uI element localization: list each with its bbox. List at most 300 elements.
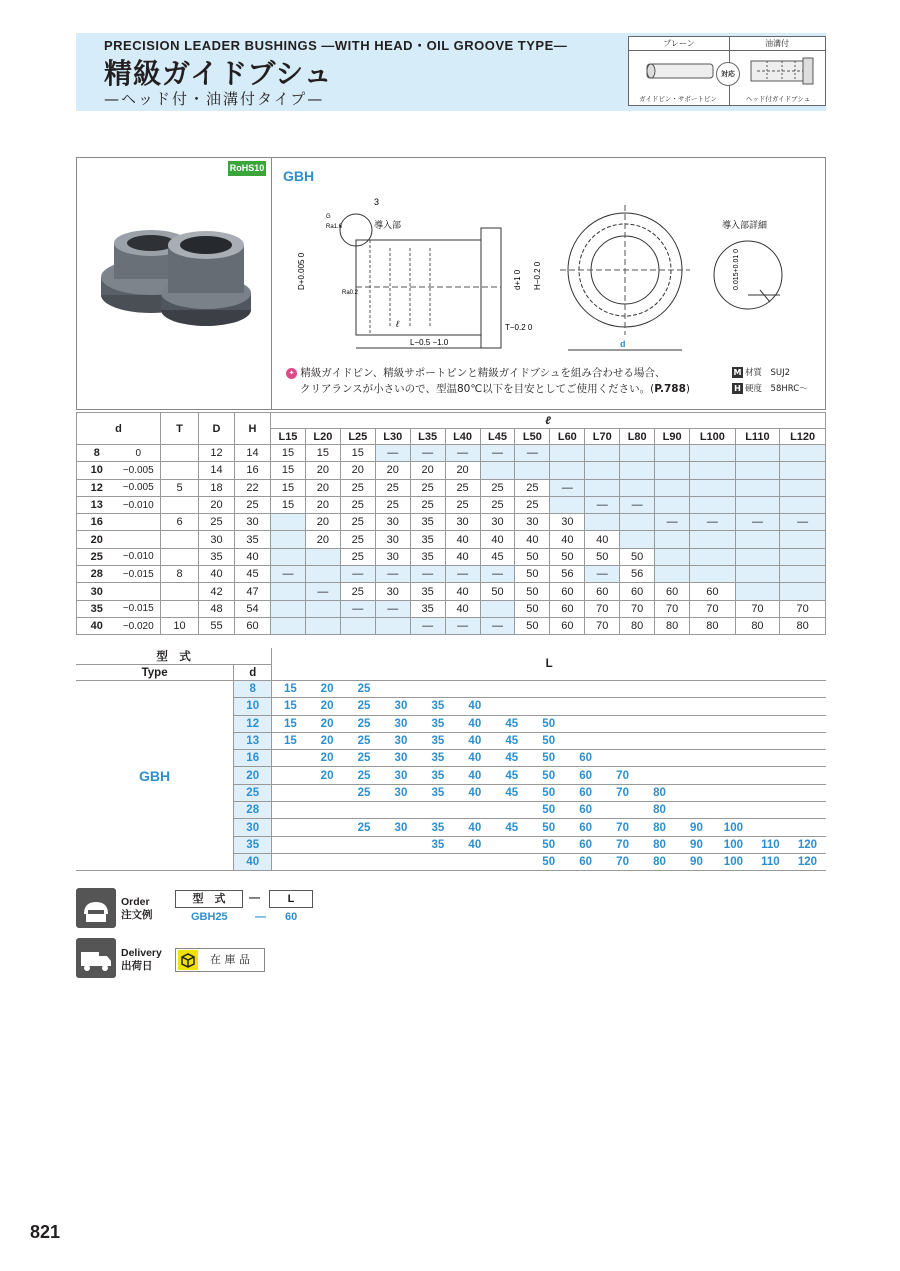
cell-value xyxy=(690,462,736,479)
cell-value xyxy=(735,462,780,479)
cell-value xyxy=(550,445,585,462)
cell-L xyxy=(272,819,309,836)
cell-L xyxy=(752,698,789,715)
cell-value: 25 xyxy=(375,479,410,496)
cell-L: 120 xyxy=(789,853,826,870)
cell-L xyxy=(419,681,456,698)
cell-L: 20 xyxy=(309,767,346,784)
order-type-header: 型 式 xyxy=(175,890,243,908)
cell-L xyxy=(272,750,309,767)
cell-L: 60 xyxy=(567,784,604,801)
cell-L xyxy=(715,732,752,749)
cell-value xyxy=(690,479,736,496)
cell-L: 30 xyxy=(382,732,419,749)
box-icon xyxy=(178,950,198,970)
cell-value xyxy=(780,548,826,565)
cell-L: 80 xyxy=(641,836,678,853)
col-l45: L45 xyxy=(480,429,515,445)
delivery-label: Delivery 出荷日 xyxy=(121,947,162,972)
cell-value: 15 xyxy=(271,496,306,513)
cell-value: 30 xyxy=(375,583,410,600)
cell-value: — xyxy=(445,566,480,583)
H-label: H−0.2 0 xyxy=(533,261,542,290)
cell-d: 30 xyxy=(234,819,272,836)
cell-value: — xyxy=(585,496,620,513)
cell-L: 90 xyxy=(678,853,715,870)
cell-L xyxy=(715,784,752,801)
cell-T: 8 xyxy=(161,566,199,583)
cell-L xyxy=(493,836,530,853)
cell-d: 28 xyxy=(234,802,272,819)
col-l50: L50 xyxy=(515,429,550,445)
cell-L: 45 xyxy=(493,784,530,801)
intro-detail-label: 導入部詳細 xyxy=(722,220,768,230)
cell-L xyxy=(715,767,752,784)
cell-L: 25 xyxy=(346,698,383,715)
cell-value xyxy=(690,566,736,583)
cell-L xyxy=(789,767,826,784)
cell-L: 20 xyxy=(309,715,346,732)
cell-value: 50 xyxy=(515,600,550,617)
cell-L: 50 xyxy=(530,715,567,732)
cell-L: 60 xyxy=(567,819,604,836)
cell-L xyxy=(641,767,678,784)
cell-L xyxy=(567,681,604,698)
cell-value: 60 xyxy=(690,583,736,600)
cell-value xyxy=(735,479,780,496)
cell-D: 14 xyxy=(199,462,235,479)
cell-value: 70 xyxy=(690,600,736,617)
cell-value: — xyxy=(550,479,585,496)
cell-value: 50 xyxy=(515,617,550,634)
cell-value: 50 xyxy=(515,583,550,600)
cell-value: 40 xyxy=(445,531,480,548)
cell-value xyxy=(620,514,655,531)
cell-value: — xyxy=(375,600,410,617)
cell-L: 20 xyxy=(309,698,346,715)
cell-L: 60 xyxy=(567,853,604,870)
cell-value xyxy=(735,566,780,583)
cell-value: — xyxy=(480,566,515,583)
cell-L: 60 xyxy=(567,802,604,819)
cell-value: 50 xyxy=(515,548,550,565)
cell-L xyxy=(493,681,530,698)
cell-L xyxy=(567,715,604,732)
cell-T: 10 xyxy=(161,617,199,634)
cell-L xyxy=(715,681,752,698)
cell-value xyxy=(690,445,736,462)
order-dash: — xyxy=(249,892,260,904)
cell-L xyxy=(752,802,789,819)
rohs-badge: RoHS10 xyxy=(228,161,266,176)
note-line2: クリアランスが小さいので、型温80℃以下を目安としてご使用ください。( xyxy=(300,383,655,395)
cell-value: — xyxy=(515,445,550,462)
cell-value xyxy=(271,531,306,548)
cell-L: 45 xyxy=(493,767,530,784)
cell-L xyxy=(346,802,383,819)
cell-value: 25 xyxy=(410,496,445,513)
cell-L: 40 xyxy=(456,836,493,853)
spec-row xyxy=(77,445,826,462)
cell-value: — xyxy=(305,583,340,600)
cell-D: 25 xyxy=(199,514,235,531)
cell-value xyxy=(620,479,655,496)
plain-label: プレーン xyxy=(629,37,729,51)
cell-value: — xyxy=(271,566,306,583)
col-type-en: Type xyxy=(76,665,234,681)
type-label: GBH xyxy=(283,168,315,184)
cell-D: 30 xyxy=(199,531,235,548)
cell-L: 40 xyxy=(456,819,493,836)
cell-tol: 0 xyxy=(117,445,161,462)
cell-L: 50 xyxy=(530,732,567,749)
material-value: SUJ2 xyxy=(770,368,791,378)
cell-d: 35 xyxy=(234,836,272,853)
cell-value: 20 xyxy=(445,462,480,479)
cell-L: 45 xyxy=(493,732,530,749)
cell-tol xyxy=(117,583,161,600)
cell-value xyxy=(735,445,780,462)
cell-value: 25 xyxy=(445,479,480,496)
cell-value: 25 xyxy=(480,479,515,496)
cell-value: — xyxy=(690,514,736,531)
cell-L: 90 xyxy=(678,819,715,836)
cell-L xyxy=(604,802,641,819)
spec-row xyxy=(77,617,826,634)
cell-L xyxy=(309,836,346,853)
cell-D: 48 xyxy=(199,600,235,617)
cell-value: 25 xyxy=(445,496,480,513)
col-D: D xyxy=(199,413,235,445)
cell-d: 8 xyxy=(234,681,272,698)
cell-value: 40 xyxy=(445,548,480,565)
cell-L xyxy=(309,853,346,870)
cell-H: 30 xyxy=(235,514,271,531)
cell-L xyxy=(752,784,789,801)
cell-L xyxy=(419,853,456,870)
col-d2: d xyxy=(234,665,272,681)
cell-value: — xyxy=(375,445,410,462)
cell-L: 35 xyxy=(419,836,456,853)
cell-tol: −0.010 xyxy=(117,496,161,513)
cell-value: 35 xyxy=(410,548,445,565)
col-d: d xyxy=(77,413,161,445)
cell-L xyxy=(456,802,493,819)
cell-H: 54 xyxy=(235,600,271,617)
cell-L xyxy=(419,802,456,819)
cell-value: 70 xyxy=(780,600,826,617)
cell-L: 35 xyxy=(419,715,456,732)
page-number: 821 xyxy=(30,1222,61,1242)
cell-value: 25 xyxy=(340,583,375,600)
cell-value: 80 xyxy=(780,617,826,634)
order-L-header: L xyxy=(269,890,313,908)
spec-row xyxy=(77,462,826,479)
cell-L xyxy=(789,681,826,698)
ell-label: ℓ xyxy=(396,319,399,329)
cell-L xyxy=(678,681,715,698)
ra02-label: Ra0.2 xyxy=(342,290,359,296)
hardness-icon: H xyxy=(732,383,743,394)
cell-value: 20 xyxy=(340,462,375,479)
cell-L xyxy=(567,732,604,749)
cell-L xyxy=(715,750,752,767)
cell-L xyxy=(715,698,752,715)
cell-L: 90 xyxy=(678,836,715,853)
cell-value: — xyxy=(375,566,410,583)
plain-caption: ガイドピン・サポートピン xyxy=(639,95,717,103)
cell-value xyxy=(780,496,826,513)
cell-value xyxy=(655,445,690,462)
cell-L xyxy=(752,732,789,749)
title-en: PRECISION LEADER BUSHINGS —WITH HEAD・OIL GROOVE TYPE— xyxy=(104,38,568,53)
cell-L: 40 xyxy=(456,732,493,749)
cell-value: 25 xyxy=(340,548,375,565)
cell-value: — xyxy=(735,514,780,531)
cell-L xyxy=(272,784,309,801)
cell-L: 25 xyxy=(346,767,383,784)
cell-value: — xyxy=(445,617,480,634)
cell-L xyxy=(789,750,826,767)
spec-row xyxy=(77,479,826,496)
cell-value xyxy=(735,531,780,548)
cell-value: 20 xyxy=(410,462,445,479)
cell-L: 35 xyxy=(419,819,456,836)
cell-D: 20 xyxy=(199,496,235,513)
cell-L: 70 xyxy=(604,836,641,853)
cell-d: 20 xyxy=(77,531,117,548)
dim-3: 3 xyxy=(374,197,380,207)
cell-value: 25 xyxy=(340,531,375,548)
cell-value: 20 xyxy=(305,531,340,548)
cell-value: 80 xyxy=(620,617,655,634)
cell-value: 80 xyxy=(690,617,736,634)
cell-L xyxy=(604,732,641,749)
cell-L: 15 xyxy=(272,681,309,698)
oil-label: 油溝付 xyxy=(729,37,825,51)
cell-value: 35 xyxy=(410,600,445,617)
cell-L: 100 xyxy=(715,853,752,870)
stock-text: 在 庫 品 xyxy=(210,953,250,966)
cell-value xyxy=(655,531,690,548)
cell-value: 50 xyxy=(550,548,585,565)
cell-L: 110 xyxy=(752,853,789,870)
T-label: T−0.2 0 xyxy=(505,323,533,332)
cell-tol: −0.005 xyxy=(117,462,161,479)
cell-value xyxy=(305,566,340,583)
cell-value xyxy=(271,600,306,617)
cell-d: 12 xyxy=(234,715,272,732)
cell-L xyxy=(456,853,493,870)
cell-L: 30 xyxy=(382,715,419,732)
cell-L xyxy=(752,750,789,767)
cell-L xyxy=(641,698,678,715)
cell-L xyxy=(678,767,715,784)
order-L-value: 60 xyxy=(285,911,298,923)
cell-value: 25 xyxy=(340,479,375,496)
cell-value: 60 xyxy=(550,600,585,617)
cell-H: 22 xyxy=(235,479,271,496)
cell-value xyxy=(375,617,410,634)
cell-value xyxy=(735,583,780,600)
cell-L xyxy=(678,802,715,819)
cell-value: 50 xyxy=(515,566,550,583)
cell-value: 35 xyxy=(410,583,445,600)
cell-L: 70 xyxy=(604,853,641,870)
cell-H: 35 xyxy=(235,531,271,548)
cell-value: — xyxy=(410,617,445,634)
cell-value: 25 xyxy=(515,479,550,496)
cell-T: 5 xyxy=(161,479,199,496)
cell-value: — xyxy=(620,496,655,513)
D-tolerance: D+0.005 0 xyxy=(297,252,306,290)
usage-note: ✦ 精級ガイドピン、精級サポートピンと精級ガイドブシュを組み合わせる場合、 クリアランスが小さいので、型温80℃以下を目安としてご使用ください。(P.788) xyxy=(286,365,706,397)
cell-L: 40 xyxy=(456,698,493,715)
cell-tol: −0.015 xyxy=(117,600,161,617)
cell-tol xyxy=(117,531,161,548)
cell-value xyxy=(780,462,826,479)
cell-value: 70 xyxy=(585,600,620,617)
cell-L xyxy=(752,681,789,698)
cell-d: 8 xyxy=(77,445,117,462)
cell-value: 35 xyxy=(410,514,445,531)
spec-row xyxy=(77,496,826,513)
cell-L: 50 xyxy=(530,750,567,767)
oil-caption: ヘッド付ガイドブシュ xyxy=(745,95,811,103)
col-l20: L20 xyxy=(305,429,340,445)
cell-value: — xyxy=(410,445,445,462)
spec-row xyxy=(77,600,826,617)
cell-value xyxy=(585,462,620,479)
cell-value: 40 xyxy=(480,531,515,548)
cell-tol: −0.005 xyxy=(117,479,161,496)
cell-value: — xyxy=(445,445,480,462)
cell-L xyxy=(678,698,715,715)
cell-value: 30 xyxy=(515,514,550,531)
cell-L: 50 xyxy=(530,853,567,870)
cell-value: 15 xyxy=(271,462,306,479)
cell-L: 15 xyxy=(272,715,309,732)
cell-value: 70 xyxy=(585,617,620,634)
detail-tolerance: 0.015+0.01 0 xyxy=(733,248,740,290)
cell-value: 56 xyxy=(620,566,655,583)
cell-value: 80 xyxy=(655,617,690,634)
col-T: T xyxy=(161,413,199,445)
cell-L: 30 xyxy=(382,784,419,801)
col-l100: L100 xyxy=(690,429,736,445)
cell-L: 30 xyxy=(382,767,419,784)
cell-value: 70 xyxy=(735,600,780,617)
cell-T xyxy=(161,583,199,600)
cell-value: 40 xyxy=(515,531,550,548)
cell-value xyxy=(480,600,515,617)
cell-L: 45 xyxy=(493,750,530,767)
cell-value: 60 xyxy=(550,583,585,600)
cell-T xyxy=(161,445,199,462)
cell-T xyxy=(161,531,199,548)
order-label: Order 注文例 xyxy=(121,896,153,921)
cell-L xyxy=(641,681,678,698)
cell-value: — xyxy=(655,514,690,531)
cell-tol: −0.010 xyxy=(117,548,161,565)
cell-L: 50 xyxy=(530,836,567,853)
cell-L xyxy=(493,802,530,819)
intro-label: 導入部 xyxy=(374,220,402,230)
col-l40: L40 xyxy=(445,429,480,445)
cell-H: 60 xyxy=(235,617,271,634)
cell-value xyxy=(480,462,515,479)
cell-value xyxy=(780,583,826,600)
cell-value xyxy=(515,462,550,479)
cell-D: 40 xyxy=(199,566,235,583)
order-value-dash: — xyxy=(255,911,266,923)
cell-d: 10 xyxy=(234,698,272,715)
cell-value xyxy=(585,479,620,496)
page-ref-link[interactable]: P.788 xyxy=(654,383,686,395)
cell-L xyxy=(272,802,309,819)
cell-value xyxy=(655,548,690,565)
ra16-label: Ra1.6 xyxy=(326,224,343,230)
cell-value: 25 xyxy=(340,514,375,531)
cell-L: 30 xyxy=(382,698,419,715)
title-jp: 精級ガイドブシュ xyxy=(104,57,333,90)
cell-L: 30 xyxy=(382,819,419,836)
cell-L: 70 xyxy=(604,819,641,836)
cell-L xyxy=(346,836,383,853)
cell-value: 15 xyxy=(271,445,306,462)
cell-L: 40 xyxy=(456,784,493,801)
cell-L: 80 xyxy=(641,819,678,836)
col-L: L xyxy=(272,648,826,681)
cell-value: 50 xyxy=(480,583,515,600)
g-label: G xyxy=(326,214,331,220)
cell-value xyxy=(620,531,655,548)
cell-D: 42 xyxy=(199,583,235,600)
cell-d: 30 xyxy=(77,583,117,600)
cell-L: 20 xyxy=(309,750,346,767)
L-label: L−0.5 −1.0 xyxy=(410,338,449,347)
cell-L: 35 xyxy=(419,732,456,749)
cell-L xyxy=(789,802,826,819)
caution-icon: ✦ xyxy=(286,368,297,379)
col-l90: L90 xyxy=(655,429,690,445)
cell-value: 25 xyxy=(340,496,375,513)
cell-d: 13 xyxy=(77,496,117,513)
cell-value xyxy=(585,514,620,531)
cell-L xyxy=(309,819,346,836)
cell-L: 50 xyxy=(530,819,567,836)
cell-value: 80 xyxy=(735,617,780,634)
cell-tol: −0.020 xyxy=(117,617,161,634)
col-l120: L120 xyxy=(780,429,826,445)
cell-T xyxy=(161,496,199,513)
cell-L: 100 xyxy=(715,836,752,853)
cell-L: 80 xyxy=(641,853,678,870)
cell-value: — xyxy=(410,566,445,583)
cell-value xyxy=(690,496,736,513)
cell-value xyxy=(620,445,655,462)
cell-L: 60 xyxy=(567,767,604,784)
bushing-icon xyxy=(747,57,819,85)
cell-value xyxy=(780,479,826,496)
cell-value: 35 xyxy=(410,531,445,548)
d-circle-label: d xyxy=(620,339,626,349)
col-l80: L80 xyxy=(620,429,655,445)
cell-L xyxy=(678,732,715,749)
cell-L xyxy=(309,802,346,819)
cell-L xyxy=(789,819,826,836)
cell-L xyxy=(641,750,678,767)
